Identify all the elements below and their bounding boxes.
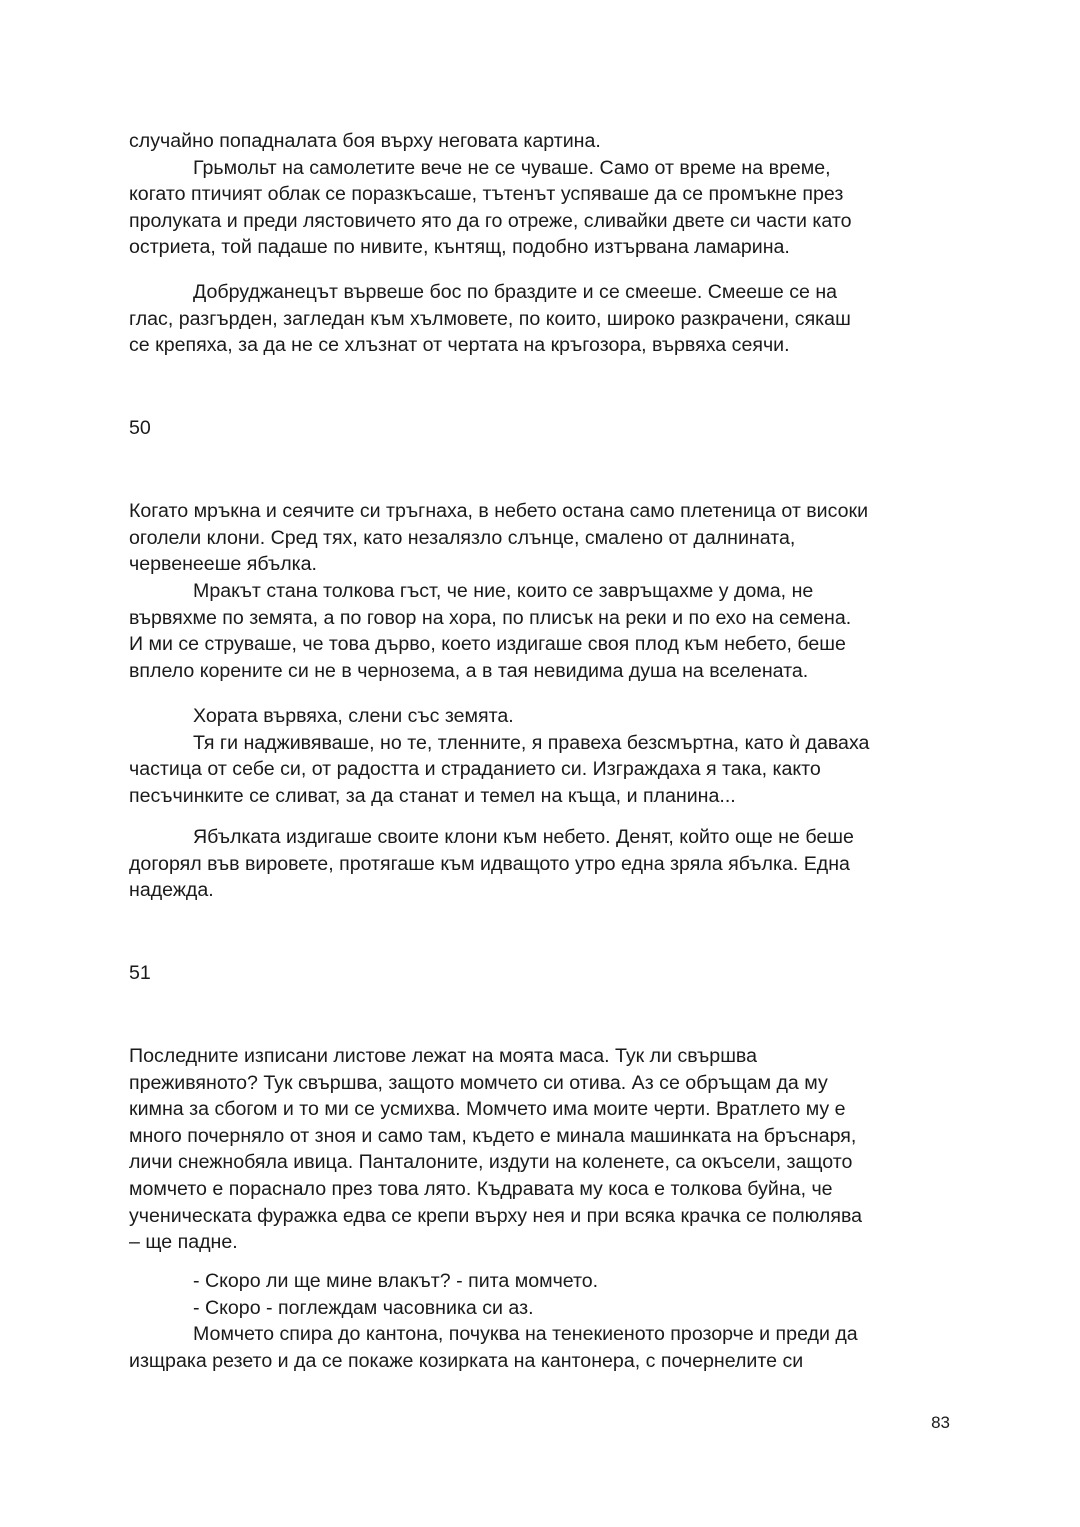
text-line: – ще падне. [129,1231,238,1254]
text-line: - Скоро ли ще мине влакът? - пита момчето. [193,1270,599,1292]
text-line: случайно попадналата боя върху неговата картина. [129,130,601,152]
paragraph [129,824,854,904]
text-line: вплело корените си не в чернозема, а в тая невидима душа на вселената. [129,659,809,682]
text-line: Когато мръкна и сеячите си тръгнаха, в небето остана само плетеница от високи [129,500,869,522]
text-line: изщрака резето и да се покаже козирката на кантонера, с почернелите си [129,1349,804,1372]
text-line: преживяното? Тук свършва, защото момчето си отива. Аз се обръщам да му [129,1071,828,1094]
text-line: Мракът стана толкова гъст, че ние, които се завръщахме у дома, не [193,580,814,602]
paragraph [129,155,852,261]
text-line: глас, разгърден, загледан към хълмовете, по които, широко разкрачени, сякаш [129,307,851,330]
text-line: Ябълката издигаше своите клони към небето. Денят, който още не беше [193,826,854,848]
text-line: Грьмольт на самолетите вече не се чуваше. Само от време на време, [193,156,831,179]
text-line: кимна за сбогом и то ми се усмихва. Момчето има моите черти. Вратлето му е [129,1098,846,1121]
paragraph [129,279,851,359]
text-line: Хората вървяха, слени със земята. [193,705,514,727]
text-line: червенееше ябълка. [129,553,317,576]
text-line: догорял във вировете, протягаше към идващото утро една зряла ябълка. Една [129,852,850,875]
text-line: се крепяха, за да не се хлъзнат от чертата на кръгозора, вървяха сеячи. [129,334,790,357]
text-line: Последните изписани листове лежат на моята маса. Тук ли свършва [129,1045,758,1067]
paragraph [129,1295,534,1322]
text-line: оголели клони. Сред тях, като незалязло слънце, смалено от далнината, [129,526,796,549]
text-line: Добруджанецът вървеше бос по браздите и се смееше. Смееше се на [193,281,838,303]
text-line: - Скоро - поглеждам часовника си аз. [193,1296,534,1319]
paragraph [129,128,601,155]
paragraph [129,1043,862,1256]
paragraph [129,578,851,684]
text-line: Момчето спира до кантона, почуква на тенекиеното прозорче и преди да [193,1323,858,1346]
text-line: надежда. [129,879,214,902]
text-line: вървяхме по земята, а по говор на хора, по плисък на реки и по ехо на семена. [129,606,852,629]
paragraph [129,1321,858,1374]
text-line: много почерняло от зноя и само там, където е минала машинката на бръснаря, [129,1124,857,1147]
paragraph [129,498,868,578]
paragraph [129,703,514,730]
section-number: 50 [129,417,151,439]
text-line: пролуката и преди лястовичето ято да го отреже, сливайки двете си части като [129,209,852,232]
paragraph [129,730,869,810]
text-line: И ми се струваше, че това дърво, което издигаше своя плод към небето, беше [129,633,846,656]
page-number: 83 [931,1413,950,1432]
text-line: момчето е пораснало през това лято. Къдравата му коса е толкова буйна, че [129,1177,833,1200]
text-line: частица от себе си, от радостта и страданието си. Изграждаха я така, както [129,758,821,781]
text-line: ученическата фуражка едва се крепи върху нея и при всяка крачка се полюлява [129,1204,863,1227]
text-line: личи снежнобяла ивица. Панталоните, издути на коленете, са окъсели, защото [129,1151,853,1174]
text-line: песъчинките се сливат, за да станат и темел на къща, и планина... [129,784,736,807]
text-line: когато птичият облак се поразкъсаше, тътенът успяваше да се промъкне през [129,183,844,206]
text-line: Тя ги надживяваше, но те, тленните, я правеха безсмъртна, като ѝ даваха [193,731,870,754]
text-line: остриета, той падаше по нивите, кънтящ, подобно изтървана ламарина. [129,236,790,259]
paragraph [129,1268,598,1295]
section-number: 51 [129,962,151,984]
